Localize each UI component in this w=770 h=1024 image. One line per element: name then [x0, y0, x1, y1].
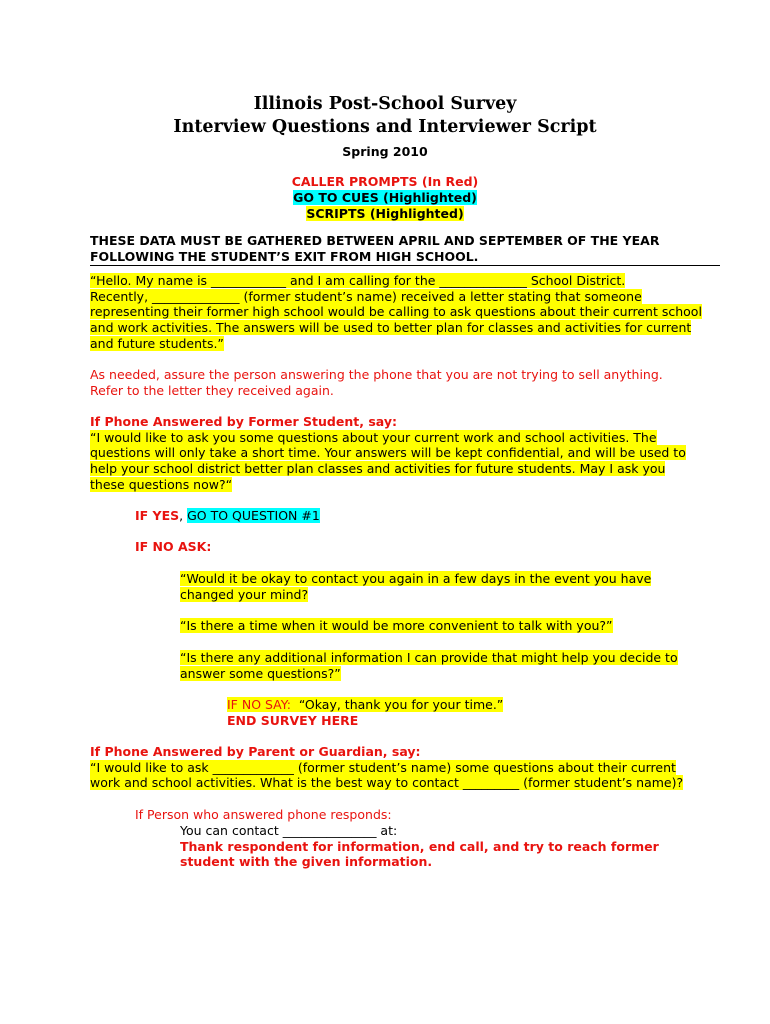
assure-line-2: Refer to the letter they received again.	[90, 382, 334, 398]
student-heading: If Phone Answered by Former Student, say:	[90, 414, 397, 429]
notice	[90, 233, 720, 266]
student-section	[90, 414, 720, 493]
go-to-question-cue: GO TO QUESTION #1	[187, 508, 320, 523]
contact-line: You can contact _______________ at:	[180, 823, 398, 838]
question-1-line-1: “Would it be okay to contact you again in a few days in the event you have	[180, 571, 652, 586]
if-yes-line	[135, 508, 765, 524]
student-line-3: help your school district better plan classes and activities for future students. May I ask you	[90, 461, 666, 477]
title-block	[0, 93, 770, 222]
legend-scripts: SCRIPTS (Highlighted)	[306, 206, 464, 221]
question-3-line-2: answer some questions?”	[180, 665, 341, 681]
if-no-label: IF NO ASK:	[135, 539, 212, 554]
legend-red: CALLER PROMPTS (In Red)	[291, 174, 479, 189]
thanks-line-1: Thank respondent for information, end call, and try to reach former	[180, 838, 659, 854]
intro-line-2: Recently, ______________ (former student’s name) received a letter stating that someone	[90, 288, 642, 304]
if-no-say	[227, 697, 770, 728]
question-2	[180, 618, 710, 634]
intro-line-4: and work activities. The answers will be used to better plan for classes and activities for current	[90, 320, 692, 336]
parent-section	[90, 744, 730, 791]
end-survey-label: END SURVEY HERE	[227, 712, 359, 728]
student-line-1: “I would like to ask you some questions about your current work and school activities. The	[90, 429, 657, 445]
if-yes-label: IF YES	[135, 508, 180, 523]
parent-heading: If Phone Answered by Parent or Guardian, say:	[90, 744, 421, 759]
term-label: Spring 2010	[342, 144, 428, 159]
responds-prompt: If Person who answered phone responds:	[135, 807, 392, 822]
document-title: Illinois Post-School Survey	[253, 94, 517, 114]
question-3	[180, 650, 710, 681]
thanks-line-2: student with the given information.	[180, 854, 433, 870]
student-line-2: questions will only take a short time. Your answers will be kept confidential, and will be used to	[90, 445, 686, 461]
notice-line-2: FOLLOWING THE STUDENT’S EXIT FROM HIGH SCHOOL.	[90, 249, 720, 267]
intro-script	[90, 273, 720, 352]
if-no-say-line	[227, 697, 503, 712]
student-line-4: these questions now?“	[90, 476, 233, 492]
assure-prompt	[90, 367, 720, 398]
if-yes-sep: ,	[179, 508, 184, 523]
question-2-line-1: “Is there a time when it would be more convenient to talk with you?”	[180, 618, 613, 633]
legend-cues: GO TO CUES (Highlighted)	[293, 190, 477, 205]
parent-line-1: “I would like to ask _____________ (former student’s name) some questions about their current	[90, 759, 676, 775]
assure-line-1: As needed, assure the person answering the phone that you are not trying to sell anything.	[90, 367, 663, 382]
question-3-line-1: “Is there any additional information I can provide that might help you decide to	[180, 650, 678, 665]
notice-line-1: THESE DATA MUST BE GATHERED BETWEEN APRIL AND SEPTEMBER OF THE YEAR	[90, 233, 660, 248]
if-no-say-text: “Okay, thank you for your time.”	[290, 697, 504, 712]
question-1-line-2: changed your mind?	[180, 586, 309, 602]
if-no-say-label: IF NO SAY:	[227, 697, 291, 712]
document-subtitle: Interview Questions and Interviewer Script	[173, 117, 597, 137]
legend	[0, 174, 770, 222]
intro-line-5: and future students.”	[90, 335, 224, 351]
question-1	[180, 571, 710, 602]
parent-line-2: work and school activities. What is the best way to contact _________ (former student’s name)?	[90, 775, 684, 791]
intro-line-3: representing their former high school would be calling to ask questions about their current school	[90, 304, 702, 320]
responds-section	[180, 823, 710, 870]
intro-line-1: “Hello. My name is ____________ and I am calling for the ______________ School District.	[90, 273, 626, 288]
